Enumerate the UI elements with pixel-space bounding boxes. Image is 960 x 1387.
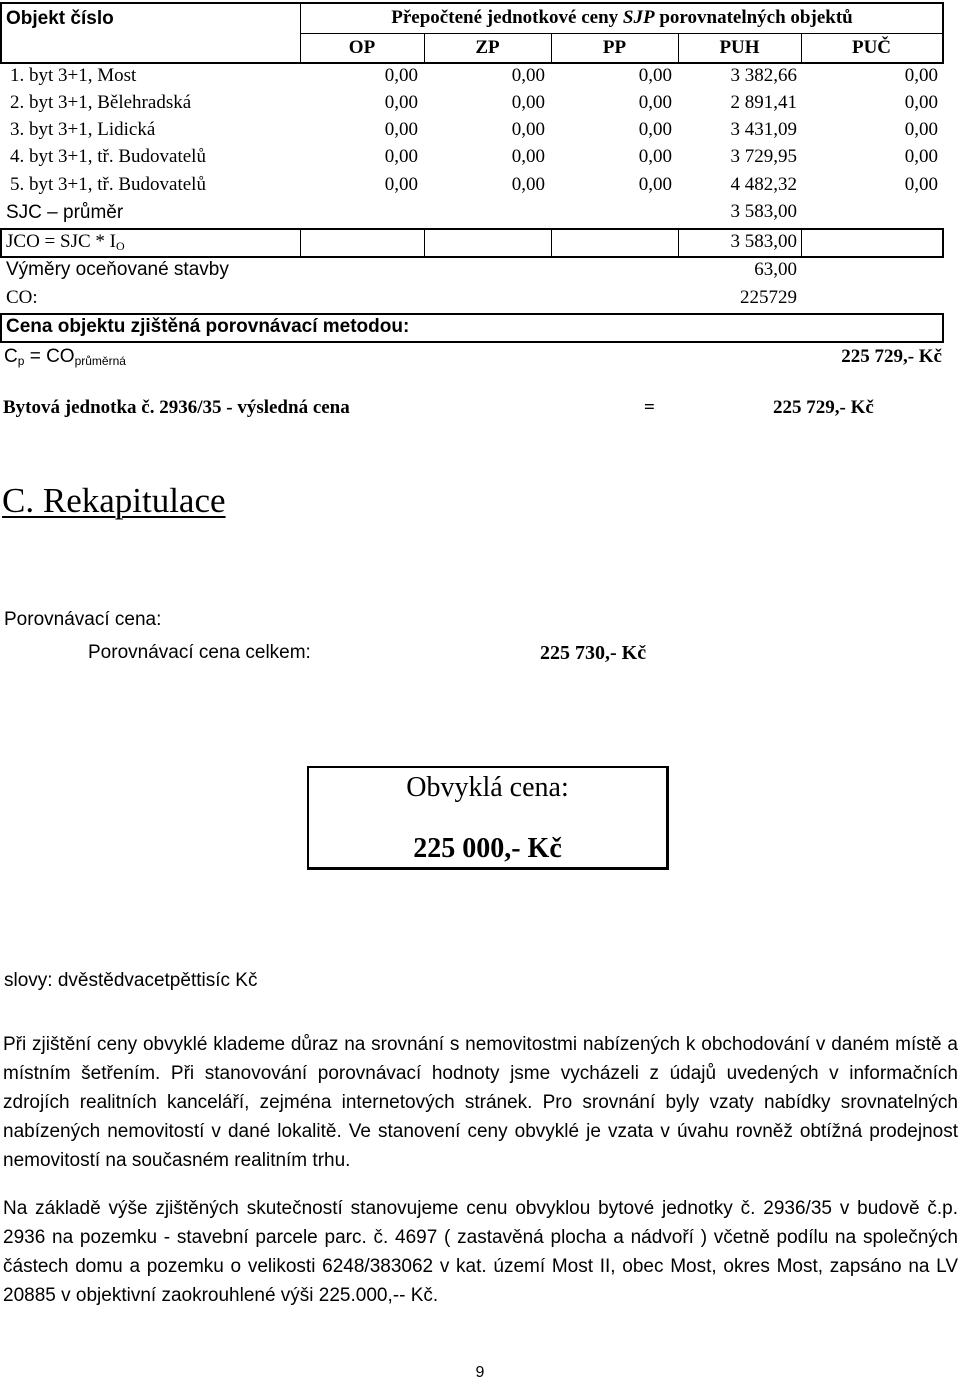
obvykla-value: 225 000,- Kč	[413, 833, 562, 864]
column-header-object: Objekt číslo	[6, 8, 114, 29]
header-title-suffix: porovnatelných objektů	[654, 7, 853, 28]
cp-sub: p	[17, 354, 25, 368]
jco-label-text: JCO = SJC * I	[6, 231, 116, 252]
row-name: 4. byt 3+1, tř. Budovatelů	[10, 146, 206, 167]
porovnavaci-label: Porovnávací cena:	[4, 609, 162, 630]
jco-label-sub: O	[115, 239, 125, 253]
paragraph-2: Na základě výše zjištěných skutečností stanovujeme cenu obvyklou bytové jednotky č. 2936/35 v budově č.p. 2936 na pozemku - stavební parcele parc. č. 4697 ( zastavěná plocha a nádvoří ) včetně podílu na společných částech domu a pozemku o velikosti 6248/383062 v kat. území Most II, obec Most, okres Most, zapsáno na LV 20885 v objektivní zaokrouhlené výši 225.000,-- Kč.	[3, 1198, 958, 1306]
section-heading: C. Rekapitulace	[2, 481, 226, 520]
obvykla-label: Obvyklá cena:	[406, 772, 569, 803]
co-label: CO:	[6, 287, 38, 308]
cell-puc: 0,00	[904, 174, 938, 195]
row-name: 1. byt 3+1, Most	[10, 65, 137, 86]
jco-value: 3 583,00	[730, 231, 797, 252]
cp-value: 225 729,- Kč	[841, 346, 942, 367]
row-name: 2. byt 3+1, Bělehradská	[10, 92, 192, 113]
cell-op: 0,00	[384, 119, 418, 140]
cp-eq: = CO	[24, 346, 75, 367]
cell-zp: 0,00	[511, 119, 545, 140]
bytova-value: 225 729,- Kč	[773, 397, 874, 418]
cell-pp: 0,00	[638, 174, 672, 195]
column-header-puc: PUČ	[851, 37, 892, 58]
cell-zp: 0,00	[511, 92, 545, 113]
obvykla-cena-box	[307, 766, 669, 870]
paragraph-1: Při zjištění ceny obvyklé klademe důraz na srovnání s nemovitostmi nabízených k obchodování v daném místě a místním šetřením. Při stanovování porovnávací hodnoty jsme vycházeli z údajů uvedených v informačních zdrojích realitních kanceláří, zejména internetových stránek. Pro srovnání byly vzaty nabídky srovnatelných nabízených nemovitostí v dané lokalitě. Ve stanovení ceny obvyklé je vzata v úvahu rovněž obtížná prodejnost nemovitostí na současném realitním trhu.	[3, 1034, 958, 1171]
column-header-op: OP	[348, 37, 376, 58]
cell-op: 0,00	[384, 92, 418, 113]
cell-pp: 0,00	[638, 92, 672, 113]
celkem-value: 225 730,- Kč	[540, 642, 647, 664]
cell-puc: 0,00	[904, 119, 938, 140]
sjc-value: 3 583,00	[730, 201, 797, 222]
cell-puh: 3 729,95	[730, 146, 797, 167]
cena-objektu-label: Cena objektu zjištěná porovnávací metodou:	[6, 316, 410, 337]
cp-sub2: průměrná	[74, 354, 126, 368]
cell-op: 0,00	[384, 146, 418, 167]
page-number: 9	[475, 1364, 485, 1381]
cell-pp: 0,00	[638, 146, 672, 167]
row-name: 3. byt 3+1, Lidická	[10, 119, 156, 140]
cell-pp: 0,00	[638, 119, 672, 140]
cell-zp: 0,00	[511, 65, 545, 86]
cell-puc: 0,00	[904, 92, 938, 113]
cell-puh: 2 891,41	[730, 92, 797, 113]
cell-puc: 0,00	[904, 65, 938, 86]
cp-label: C	[4, 346, 18, 367]
cp-formula	[4, 346, 126, 368]
header-title-prefix: Přepočtené jednotkové ceny	[391, 7, 623, 28]
cell-zp: 0,00	[511, 146, 545, 167]
table-header-title	[300, 7, 944, 29]
jco-label	[6, 231, 125, 254]
vymery-value: 63,00	[754, 259, 797, 280]
cell-pp: 0,00	[638, 65, 672, 86]
celkem-label: Porovnávací cena celkem:	[88, 642, 311, 663]
bytova-eq: =	[644, 397, 655, 418]
cell-puh: 3 382,66	[730, 65, 797, 86]
vymery-label: Výměry oceňované stavby	[6, 259, 229, 280]
cell-zp: 0,00	[511, 174, 545, 195]
column-header-pp: PP	[602, 37, 627, 58]
column-header-zp: ZP	[475, 37, 500, 58]
slovy-text: slovy: dvěstědvacetpěttisíc Kč	[4, 970, 258, 991]
cell-puh: 3 431,09	[730, 119, 797, 140]
co-value: 225729	[740, 287, 797, 308]
column-header-puh: PUH	[719, 37, 760, 58]
row-name: 5. byt 3+1, tř. Budovatelů	[10, 174, 206, 195]
sjc-label: SJC – průměr	[6, 202, 124, 223]
bytova-label: Bytová jednotka č. 2936/35 - výsledná cena	[3, 397, 350, 418]
header-title-italic: SJP	[622, 7, 655, 28]
cell-puh: 4 482,32	[730, 174, 797, 195]
cell-op: 0,00	[384, 174, 418, 195]
cell-op: 0,00	[384, 65, 418, 86]
cell-puc: 0,00	[904, 146, 938, 167]
